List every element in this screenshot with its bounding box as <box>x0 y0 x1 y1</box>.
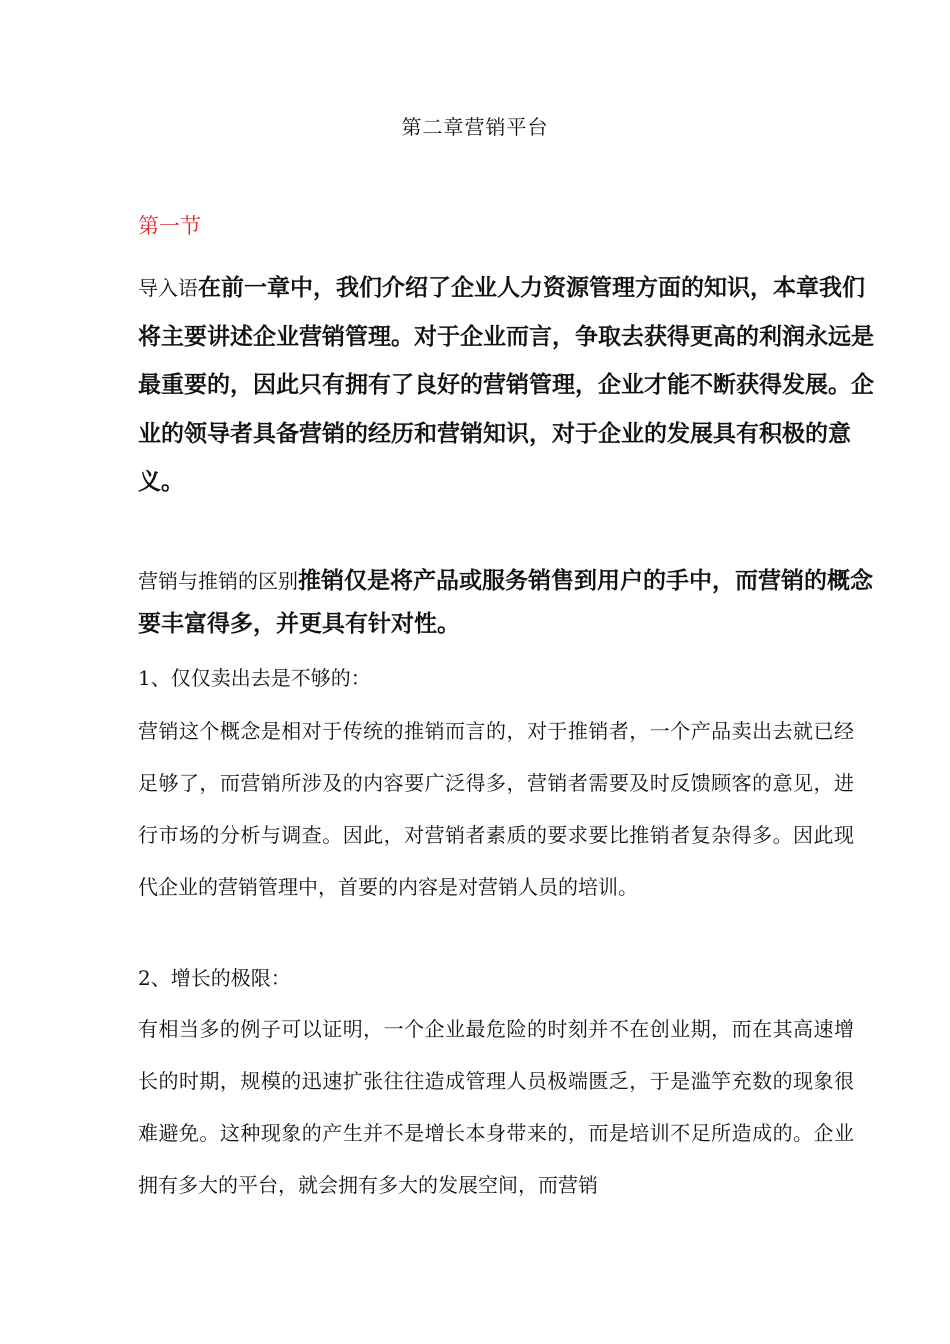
section-label: 第一节 <box>138 214 201 238</box>
difference-paragraph <box>138 560 876 646</box>
chapter-title: 第二章营销平台 <box>401 115 549 139</box>
point2-body: 有相当多的例子可以证明，一个企业最危险的时刻并不在创业期，而在其高速增长的时期，规模的迅速扩张往往造成管理人员极端匮乏，于是滥竽充数的现象很难避免。这种现象的产生并不是增长本身带来的，而是培训不足所造成的。企业拥有多大的平台，就会拥有多大的发展空间，而营销 <box>138 1017 854 1197</box>
point1-body: 营销这个概念是相对于传统的推销而言的，对于推销者，一个产品卖出去就已经足够了，而营销所涉及的内容要广泛得多，营销者需要及时反馈顾客的意见，进行市场的分析与调查。因此，对营销者素质的要求要比推销者复杂得多。因此现代企业的营销管理中，首要的内容是对营销人员的培训。 <box>138 719 854 899</box>
point1-heading: 1、仅仅卖出去是不够的： <box>138 666 371 690</box>
difference-text: 推销仅是将产品或服务销售到用户的手中，而营销的概念要丰富得多，并更具有针对性。 <box>138 568 873 637</box>
intro-paragraph <box>138 264 876 507</box>
difference-label: 营销与推销的区别 <box>138 569 298 593</box>
intro-text: 在前一章中，我们介绍了企业人力资源管理方面的知识，本章我们将主要讲述企业营销管理。对于企业而言，争取去获得更高的利润永远是最重要的，因此只有拥有了良好的营销管理，企业才能不断获得发展。企业的领导者具备营销的经历和营销知识，对于企业的发展具有积极的意义。 <box>138 275 874 496</box>
intro-label: 导入语 <box>138 276 198 300</box>
point2-heading: 2、增长的极限： <box>138 966 291 990</box>
